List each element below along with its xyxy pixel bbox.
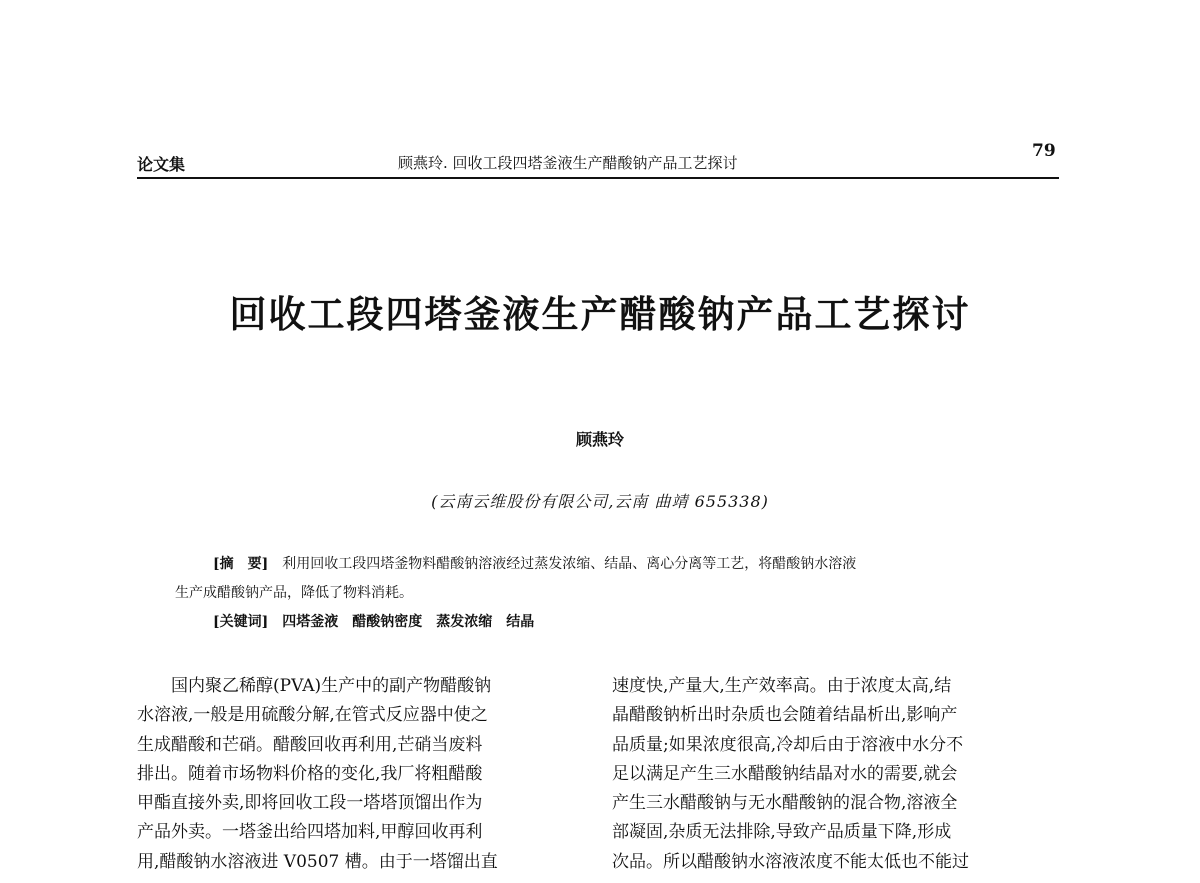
body-line: 速度快,产量大,生产效率高。由于浓度太高,结 bbox=[612, 676, 952, 696]
abstract-line-2: 生产成醋酸钠产品，降低了物料消耗。 bbox=[175, 585, 413, 601]
body-line: 国内聚乙稀醇(PVA)生产中的副产物醋酸钠 bbox=[137, 676, 492, 696]
author-affiliation: (云南云维股份有限公司,云南 曲靖 655338) bbox=[431, 492, 769, 511]
body-line: 品质量;如果浓度很高,冷却后由于溶液中水分不 bbox=[612, 734, 964, 755]
body-line: 次品。所以醋酸钠水溶液浓度不能太低也不能过 bbox=[612, 851, 969, 872]
body-line: 产生三水醋酸钠与无水醋酸钠的混合物,溶液全 bbox=[612, 793, 958, 814]
keywords-label: [关键词] bbox=[213, 614, 269, 630]
body-line: 甲酯直接外卖,即将回收工段一塔塔顶馏出作为 bbox=[137, 793, 483, 814]
body-column-right bbox=[612, 672, 1062, 877]
author-name: 顾燕玲 bbox=[575, 430, 624, 449]
abstract-label: [摘 要] bbox=[213, 556, 269, 572]
body-line: 水溶液,一般是用硫酸分解,在管式反应器中使之 bbox=[137, 705, 488, 726]
abstract-line-1 bbox=[213, 553, 856, 573]
body-line: 晶醋酸钠析出时杂质也会随着结晶析出,影响产 bbox=[612, 705, 958, 726]
body-line: 排出。随着市场物料价格的变化,我厂将粗醋酸 bbox=[137, 763, 483, 784]
keyword: 蒸发浓缩 bbox=[436, 614, 493, 630]
body-line: 足以满足产生三水醋酸钠结晶对水的需要,就会 bbox=[612, 763, 958, 784]
body-column-left bbox=[137, 672, 587, 877]
body-line: 生成醋酸和芒硝。醋酸回收再利用,芒硝当废料 bbox=[137, 734, 483, 755]
keyword: 四塔釜液 bbox=[282, 614, 339, 630]
body-line: 用,醋酸钠水溶液进 V0507 槽。由于一塔馏出直 bbox=[137, 851, 498, 872]
page-number: 79 bbox=[1032, 141, 1056, 161]
paper-title: 回收工段四塔釜液生产醋酸钠产品工艺探讨 bbox=[229, 293, 971, 336]
header-rule bbox=[137, 177, 1059, 179]
abstract-text-1: 利用回收工段四塔釜物料醋酸钠溶液经过蒸发浓缩、结晶、离心分离等工艺，将醋酸钠水溶液 bbox=[282, 556, 857, 572]
running-header-section: 论文集 bbox=[137, 155, 186, 174]
body-line: 产品外卖。一塔釜出给四塔加料,甲醇回收再利 bbox=[137, 822, 483, 843]
keyword: 结晶 bbox=[506, 614, 535, 630]
keywords-line bbox=[213, 611, 548, 631]
keyword: 醋酸钠密度 bbox=[352, 614, 423, 630]
running-header-title: 顾燕玲. 回收工段四塔釜液生产醋酸钠产品工艺探讨 bbox=[398, 154, 738, 172]
body-line: 部凝固,杂质无法排除,导致产品质量下降,形成 bbox=[612, 822, 952, 843]
